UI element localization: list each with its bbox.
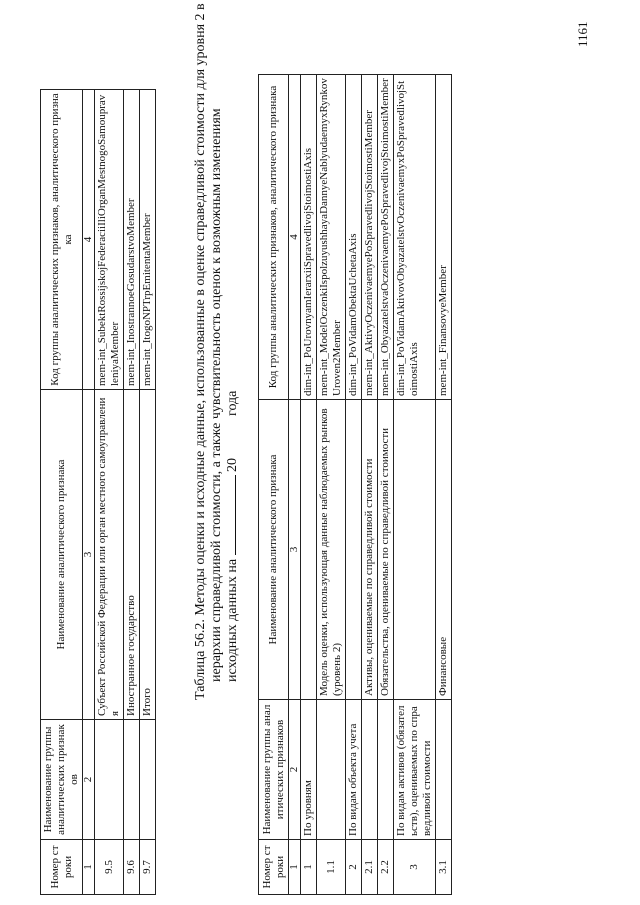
column-number: 2 bbox=[289, 700, 301, 840]
row-group bbox=[140, 720, 156, 840]
row-name bbox=[346, 400, 362, 700]
row-number: 9.7 bbox=[140, 840, 156, 895]
column-number: 2 bbox=[83, 720, 95, 840]
row-group bbox=[317, 700, 346, 840]
table-title bbox=[193, 0, 241, 700]
row-code: mem-int_ObyazatelstvaOczenivaemyePoSpravedlivojStoimostiMember bbox=[378, 75, 394, 400]
table-row bbox=[140, 90, 156, 895]
header-cell: Номер строки bbox=[259, 840, 289, 895]
column-number: 4 bbox=[83, 90, 95, 390]
header-cell: Код группы аналитических признаков, аналитического признака bbox=[259, 75, 289, 400]
title-line-1: Таблица 56.2. Методы оценки и исходные данные, использованные в оценке справедливой стоимости для уровня 2 в bbox=[193, 3, 208, 700]
header-cell: Наименование группы аналитических признаков bbox=[259, 700, 289, 840]
row-name: Активы, оцениваемые по справедливой стоимости bbox=[362, 400, 378, 700]
row-code: dim-int_PoVidamAktivovObyazatelstvOczenivaemyxPoSpravedlivojStoimostiAxis bbox=[394, 75, 436, 400]
table-2 bbox=[258, 74, 452, 895]
title-year-prefix: 20 bbox=[225, 457, 240, 472]
row-code: mem-int_ItogoNPTrpEmitentaMember bbox=[140, 90, 156, 390]
row-name bbox=[301, 400, 317, 700]
table-row bbox=[378, 75, 394, 895]
row-group: По видам активов (обязательств), оцениваемых по справедливой стоимости bbox=[394, 700, 436, 840]
row-code: dim-int_PoVidamObektaUchetaAxis bbox=[346, 75, 362, 400]
row-code: dim-int_PoUrovnyamIerarxiiSpravedlivojStoimostiAxis bbox=[301, 75, 317, 400]
column-number: 4 bbox=[289, 75, 301, 400]
row-name: Итого bbox=[140, 390, 156, 720]
title-line-2: иерархии справедливой стоимости, а также чувствительность оценок к возможным изменениям bbox=[209, 108, 224, 682]
row-code: mem-int_AktivyOczenivaemyePoSpravedlivojStoimostiMember bbox=[362, 75, 378, 400]
row-code: mem-int_SubektRossijskojFederaciiIliOrganMestnogoSamoupravleniyaMember bbox=[95, 90, 124, 390]
row-number: 1 bbox=[301, 840, 317, 895]
column-number: 1 bbox=[289, 840, 301, 895]
title-date-suffix: года bbox=[225, 390, 240, 416]
row-group bbox=[124, 720, 140, 840]
row-number: 3.1 bbox=[436, 840, 452, 895]
row-code: mem-int_InostrannoeGosudarstvoMember bbox=[124, 90, 140, 390]
page-number: 1161 bbox=[575, 21, 590, 47]
row-group: По уровням bbox=[301, 700, 317, 840]
table-row bbox=[317, 75, 346, 895]
date-blank-field bbox=[235, 475, 236, 555]
row-name: Иностранное государство bbox=[124, 390, 140, 720]
title-line-3 bbox=[225, 0, 241, 700]
column-number: 3 bbox=[289, 400, 301, 700]
header-cell: Номер строки bbox=[41, 840, 83, 895]
row-group bbox=[436, 700, 452, 840]
row-number: 9.6 bbox=[124, 840, 140, 895]
row-code: mem-int_ModelOczenkiIspolzuyushhayaDannyeNablyudaemyxRynkovUroven2Member bbox=[317, 75, 346, 400]
row-number: 2 bbox=[346, 840, 362, 895]
table-row bbox=[301, 75, 317, 895]
column-number: 3 bbox=[83, 390, 95, 720]
row-number: 3 bbox=[394, 840, 436, 895]
header-cell: Наименование аналитического признака bbox=[41, 390, 83, 720]
row-group bbox=[362, 700, 378, 840]
table-row bbox=[436, 75, 452, 895]
header-cell: Наименование группы аналитических признаков bbox=[41, 720, 83, 840]
table-row bbox=[346, 75, 362, 895]
row-name: Субъект Российской Федерации или орган местного самоуправления bbox=[95, 390, 124, 720]
header-cell: Наименование аналитического признака bbox=[259, 400, 289, 700]
table-row bbox=[362, 75, 378, 895]
row-group: По видам объекта учета bbox=[346, 700, 362, 840]
title-date-prefix: исходных данных на bbox=[225, 558, 240, 682]
row-number: 2.1 bbox=[362, 840, 378, 895]
row-number: 2.2 bbox=[378, 840, 394, 895]
row-number: 1.1 bbox=[317, 840, 346, 895]
row-group bbox=[95, 720, 124, 840]
row-code: mem-int_FinansovyeMember bbox=[436, 75, 452, 400]
table-row bbox=[394, 75, 436, 895]
header-cell: Код группы аналитических признаков, аналитического признака bbox=[41, 90, 83, 390]
row-name bbox=[394, 400, 436, 700]
row-name: Модель оценки, использующая данные наблюдаемых рынков (уровень 2) bbox=[317, 400, 346, 700]
row-name: Обязательства, оцениваемые по справедливой стоимости bbox=[378, 400, 394, 700]
table-row bbox=[95, 90, 124, 895]
row-name: Финансовые bbox=[436, 400, 452, 700]
table-row bbox=[124, 90, 140, 895]
column-number: 1 bbox=[83, 840, 95, 895]
row-number: 9.5 bbox=[95, 840, 124, 895]
table-1 bbox=[40, 89, 156, 895]
row-group bbox=[378, 700, 394, 840]
